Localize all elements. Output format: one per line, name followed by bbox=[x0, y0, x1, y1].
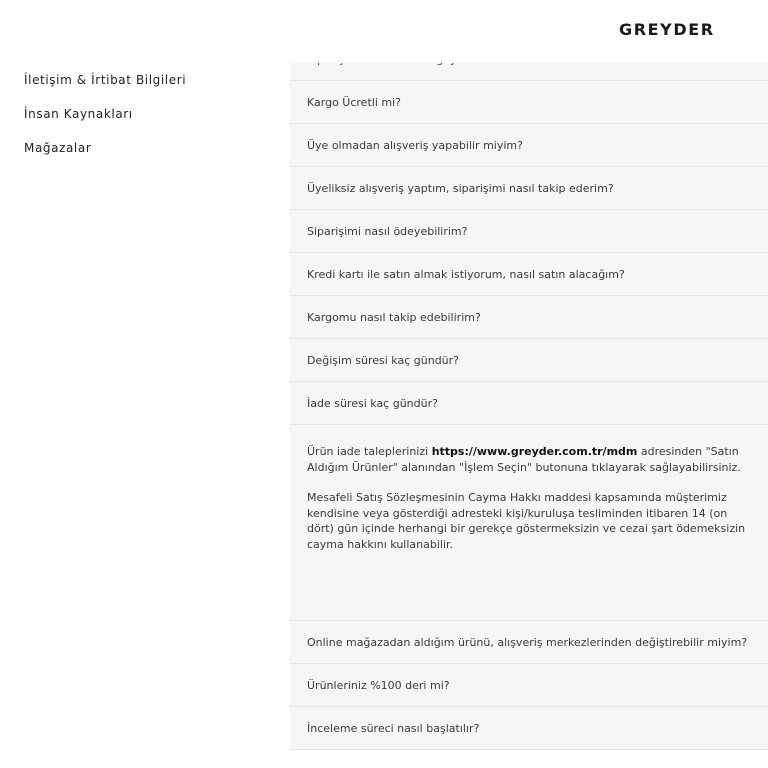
faq-accordion bbox=[290, 38, 768, 750]
mdm-link[interactable]: https://www.greyder.com.tr/mdm bbox=[431, 445, 638, 458]
faq-question[interactable]: Kargomu nasıl takip edebilirim? bbox=[290, 296, 768, 339]
greyder-logo[interactable]: GREYDER bbox=[619, 20, 715, 39]
answer-paragraph-2: Mesafeli Satış Sözleşmesinin Cayma Hakkı maddesi kapsamında müşterimiz kendisine veya gösterdiği adresteki kişi/kuruluşa tesliminden itibaren 14 (on dört) gün içinde herhangi bir gerekçe göstermeksizin ve cezai şart ödemeksizin cayma hakkını kullanabilir. bbox=[307, 491, 746, 551]
faq-question[interactable]: Siparişimi nasıl ödeyebilirim? bbox=[290, 210, 768, 253]
answer-text: Ürün iade taleplerinizi bbox=[307, 445, 432, 458]
faq-question[interactable]: Kargo Ücretli mi? bbox=[290, 81, 768, 124]
faq-question[interactable]: Ürünleriniz %100 deri mi? bbox=[290, 664, 768, 707]
sidebar bbox=[24, 72, 274, 174]
faq-answer bbox=[290, 425, 768, 621]
sidebar-item-contact-info[interactable]: İletişim & İrtibat Bilgileri bbox=[24, 73, 187, 87]
faq-question[interactable]: Değişim süresi kaç gündür? bbox=[290, 339, 768, 382]
faq-question[interactable]: Üyeliksiz alışveriş yaptım, siparişimi nasıl takip ederim? bbox=[290, 167, 768, 210]
faq-question-expanded[interactable]: İade süresi kaç gündür? bbox=[290, 382, 768, 425]
faq-question[interactable]: İnceleme süreci nasıl başlatılır? bbox=[290, 707, 768, 750]
sidebar-item-stores[interactable]: Mağazalar bbox=[24, 141, 92, 155]
faq-question[interactable]: Üye olmadan alışveriş yapabilir miyim? bbox=[290, 124, 768, 167]
faq-question[interactable]: Kredi kartı ile satın almak istiyorum, nasıl satın alacağım? bbox=[290, 253, 768, 296]
answer-paragraph-1 bbox=[307, 444, 754, 475]
faq-question[interactable]: Online mağazadan aldığım ürünü, alışveriş merkezlerinden değiştirebilir miyim? bbox=[290, 621, 768, 664]
header bbox=[0, 0, 768, 63]
answer-text: adresinden "Satın Aldığım Ürünler" alanından "İşlem Seçin" butonuna tıklayarak sağlayabilirsiniz. bbox=[307, 445, 741, 474]
sidebar-item-human-resources[interactable]: İnsan Kaynakları bbox=[24, 107, 133, 121]
